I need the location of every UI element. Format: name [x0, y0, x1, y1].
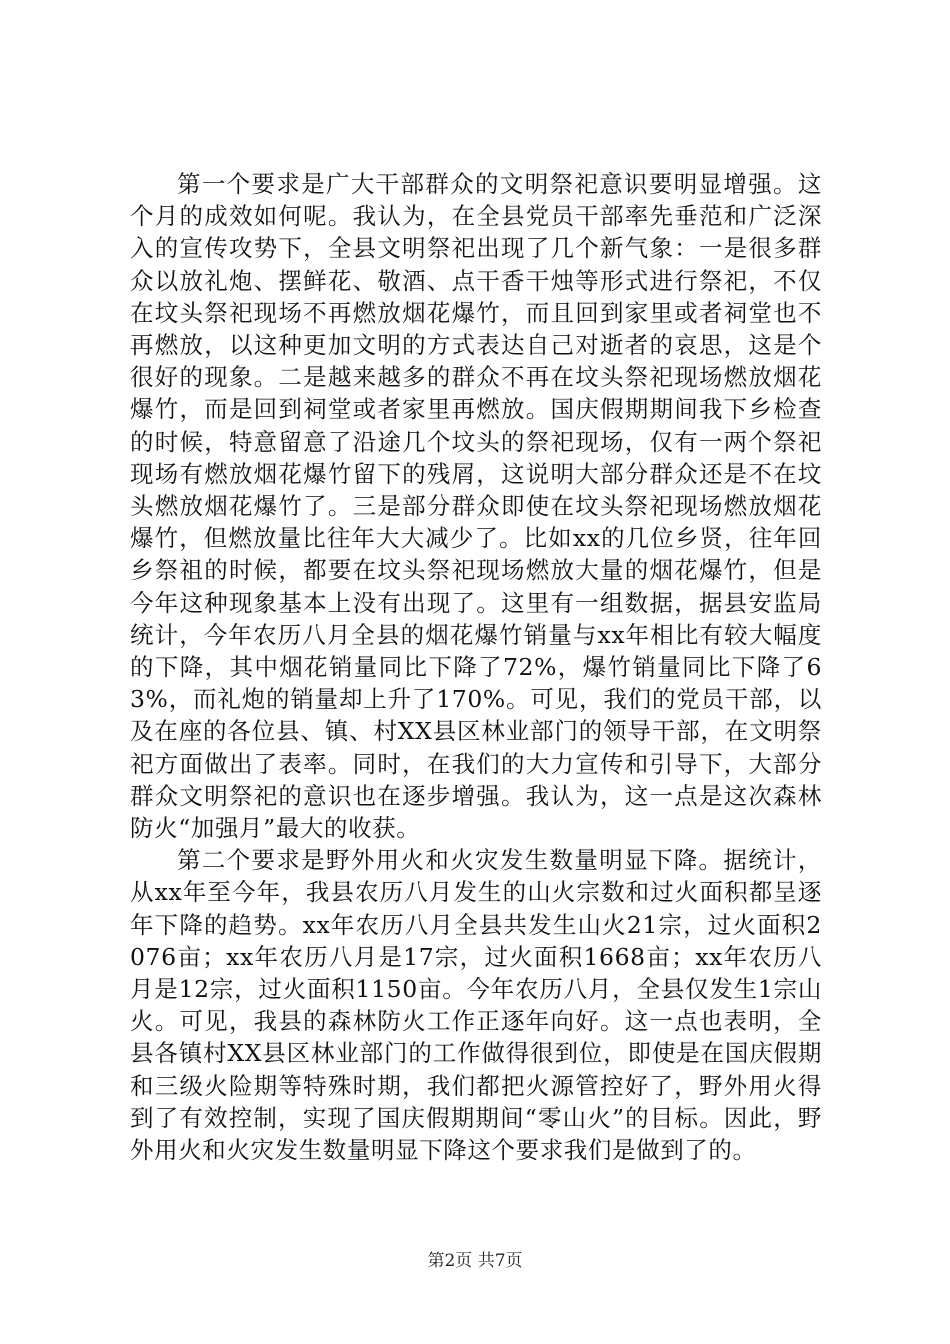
paragraph-first-requirement: 第一个要求是广大干部群众的文明祭祀意识要明显增强。这个月的成效如何呢。我认为，在全县党员干部率先垂范和广泛深入的宣传攻势下，全县文明祭祀出现了几个新气象：一是很多群众以放礼炮、摆鲜花、敬酒、点干香干烛等形式进行祭祀，不仅在坟头祭祀现场不再燃放烟花爆竹，而且回到家里或者祠堂也不再燃放，以这种更加文明的方式表达自己对逝者的哀思，这是个很好的现象。二是越来越多的群众不再在坟头祭祀现场燃放烟花爆竹，而是回到祠堂或者家里再燃放。国庆假期期间我下乡检查的时候，特意留意了沿途几个坟头的祭祀现场，仅有一两个祭祀现场有燃放烟花爆竹留下的残屑，这说明大部分群众还是不在坟头燃放烟花爆竹了。三是部分群众即使在坟头祭祀现场燃放烟花爆竹，但燃放量比往年大大减少了。比如xx的几位乡贤，往年回乡祭祖的时候，都要在坟头祭祀现场燃放大量的烟花爆竹，但是今年这种现象基本上没有出现了。这里有一组数据，据县安监局统计，今年农历八月全县的烟花爆竹销量与xx年相比有较大幅度的下降，其中烟花销量同比下降了72%，爆竹销量同比下降了63%，而礼炮的销量却上升了170%。可见，我们的党员干部，以及在座的各位县、镇、村XX县区林业部门的领导干部，在文明祭祀方面做出了表率。同时，在我们的大力宣传和引导下，大部分群众文明祭祀的意识也在逐步增强。我认为，这一点是这次森林防火“加强月”最大的收获。	[130, 170, 822, 843]
body-text	[130, 168, 822, 1166]
page-number-footer: 第2页 共7页	[427, 1251, 523, 1271]
paragraph-second-requirement: 第二个要求是野外用火和火灾发生数量明显下降。据统计，从xx年至今年，我县农历八月发生的山火宗数和过火面积都呈逐年下降的趋势。xx年农历八月全县共发生山火21宗，过火面积2076亩；xx年农历八月是17宗，过火面积1668亩；xx年农历八月是12宗，过火面积1150亩。今年农历八月，全县仅发生1宗山火。可见，我县的森林防火工作正逐年向好。这一点也表明，全县各镇村XX县区林业部门的工作做得很到位，即使是在国庆假期和三级火险期等特殊时期，我们都把火源管控好了，野外用火得到了有效控制，实现了国庆假期期间“零山火”的目标。因此，野外用火和火灾发生数量明显下降这个要求我们是做到了的。	[130, 846, 822, 1165]
